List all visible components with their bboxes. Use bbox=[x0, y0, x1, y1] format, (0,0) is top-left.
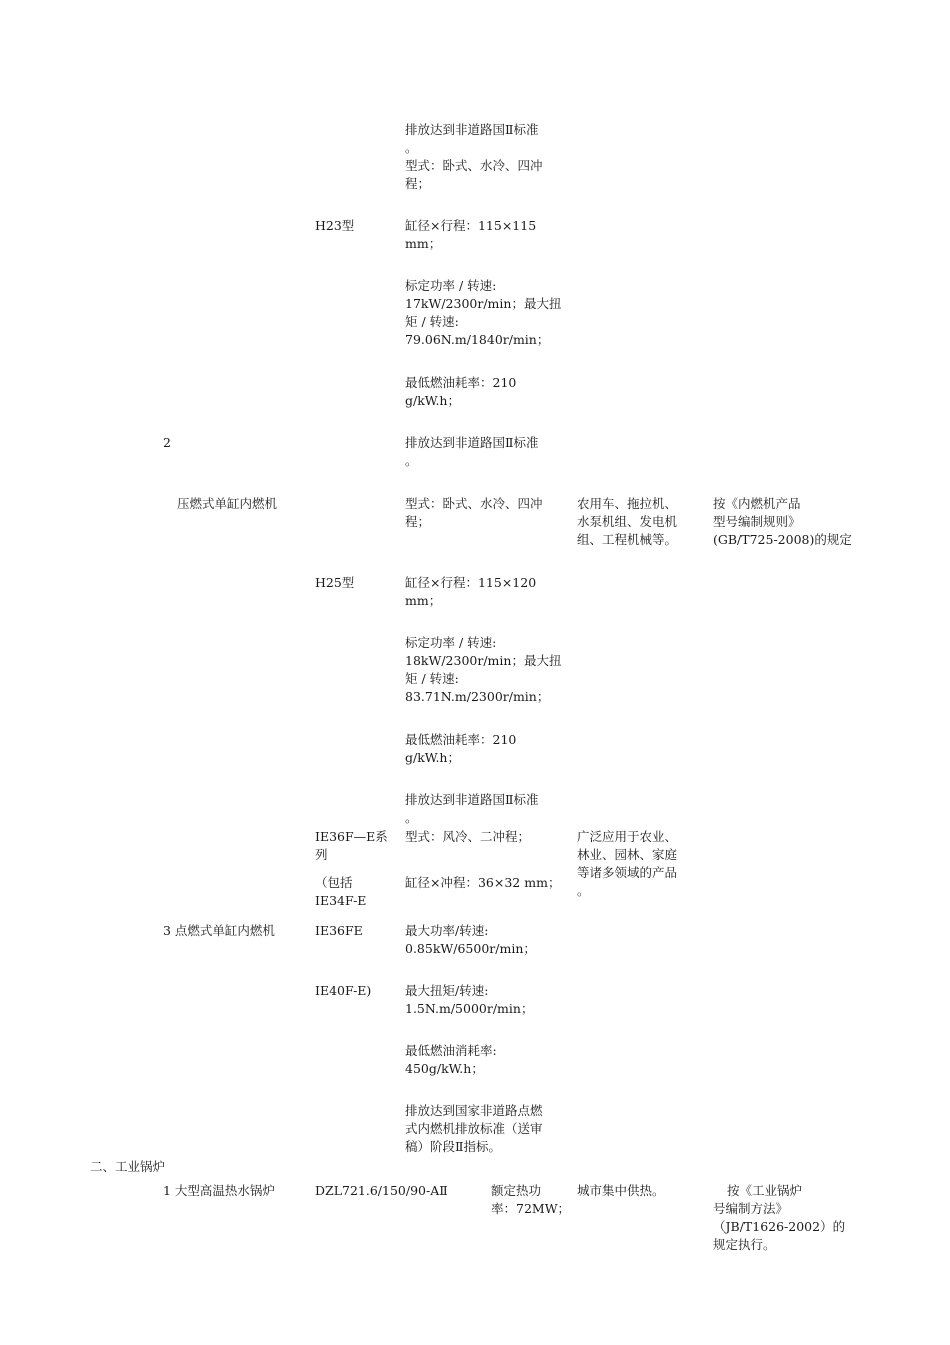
model-h25: H25型 bbox=[315, 575, 355, 590]
category-boiler: 1 大型高温热水锅炉 bbox=[163, 1183, 275, 1198]
usage-line: 广泛应用于农业、 bbox=[577, 829, 678, 844]
spec-line: 最大扭矩/转速: bbox=[405, 983, 489, 998]
spec-line: 额定热功 bbox=[491, 1183, 542, 1198]
spec-line: 最大功率/转速: bbox=[405, 923, 489, 938]
spec-line: 排放达到国家非道路点燃 bbox=[405, 1103, 543, 1118]
spec-line: 稿）阶段Ⅱ指标。 bbox=[405, 1139, 501, 1154]
model-ie36fe: IE36FE bbox=[315, 923, 363, 938]
spec-line: 排放达到非道路国Ⅱ标准 bbox=[405, 435, 539, 450]
spec-line: 。 bbox=[405, 810, 418, 825]
spec-line: 0.85kW/6500r/min； bbox=[405, 941, 536, 956]
spec-line: 。 bbox=[405, 453, 418, 468]
model-ie40f: IE40F-E) bbox=[315, 983, 372, 998]
spec-line: mm； bbox=[405, 593, 442, 608]
standard-line: (GB/T725-2008)的规定 bbox=[713, 532, 852, 547]
model-ie36f: IE36F—E系 bbox=[315, 829, 388, 844]
usage-line: 等诸多领域的产品 bbox=[577, 865, 678, 880]
spec-line: 标定功率 / 转速: bbox=[405, 278, 497, 293]
usage-line: 水泵机组、发电机 bbox=[577, 514, 678, 529]
item-number: 2 bbox=[163, 435, 171, 450]
spec-line: 排放达到非道路国Ⅱ标准 bbox=[405, 792, 539, 807]
usage-line: 林业、园林、家庭 bbox=[577, 847, 678, 862]
usage-line: 城市集中供热。 bbox=[577, 1183, 665, 1198]
spec-line: mm； bbox=[405, 236, 442, 251]
standard-line: 型号编制规则》 bbox=[713, 514, 801, 529]
category-spark: 3 点燃式单缸内燃机 bbox=[163, 923, 275, 938]
standard-line: 按《工业锅炉 bbox=[727, 1183, 803, 1198]
spec-line: 。 bbox=[405, 140, 418, 155]
category-compression: 压燃式单缸内燃机 bbox=[177, 496, 278, 511]
standard-line: 按《内燃机产品 bbox=[713, 496, 801, 511]
model-ie34f: IE34F-E bbox=[315, 893, 367, 908]
usage-line: 组、工程机械等。 bbox=[577, 532, 678, 547]
spec-line: 最低燃油消耗率: bbox=[405, 1043, 497, 1058]
spec-line: 79.06N.m/1840r/min； bbox=[405, 332, 550, 347]
spec-line: 83.71N.m/2300r/min； bbox=[405, 689, 550, 704]
standard-line: 号编制方法》 bbox=[713, 1201, 789, 1216]
spec-line: 矩 / 转速: bbox=[405, 671, 459, 686]
standard-line: （JB/T1626-2002）的 bbox=[713, 1219, 846, 1234]
spec-line: 型式：风冷、二冲程； bbox=[405, 829, 531, 844]
spec-line: 18kW/2300r/min；最大扭 bbox=[405, 653, 562, 668]
spec-line: 缸径×冲程：36×32 mm； bbox=[405, 875, 561, 890]
spec-line: 率：72MW； bbox=[491, 1201, 571, 1216]
model-ie36f: 列 bbox=[315, 847, 328, 862]
standard-line: 规定执行。 bbox=[713, 1237, 776, 1252]
usage-line: 农用车、拖拉机、 bbox=[577, 496, 678, 511]
spec-line: g/kW.h； bbox=[405, 393, 460, 408]
section-heading: 二、工业锅炉 bbox=[90, 1159, 166, 1174]
spec-line: 型式：卧式、水冷、四冲 bbox=[405, 496, 543, 511]
spec-line: 排放达到非道路国Ⅱ标准 bbox=[405, 122, 539, 137]
spec-line: 程； bbox=[405, 514, 431, 529]
spec-line: 矩 / 转速: bbox=[405, 314, 459, 329]
spec-line: 最低燃油耗率：210 bbox=[405, 375, 517, 390]
spec-line: 标定功率 / 转速: bbox=[405, 635, 497, 650]
model-dzl: DZL721.6/150/90-AⅡ bbox=[315, 1183, 448, 1198]
spec-line: 450g/kW.h； bbox=[405, 1061, 484, 1076]
spec-line: 1.5N.m/5000r/min； bbox=[405, 1001, 534, 1016]
model-ie34f: （包括 bbox=[315, 875, 353, 890]
spec-line: 缸径×行程：115×115 bbox=[405, 218, 537, 233]
spec-line: 17kW/2300r/min；最大扭 bbox=[405, 296, 562, 311]
spec-line: g/kW.h； bbox=[405, 750, 460, 765]
usage-line: 。 bbox=[577, 883, 590, 898]
spec-line: 型式：卧式、水冷、四冲 bbox=[405, 158, 543, 173]
spec-line: 程； bbox=[405, 176, 431, 191]
spec-line: 式内燃机排放标准（送审 bbox=[405, 1121, 543, 1136]
model-h23: H23型 bbox=[315, 218, 355, 233]
spec-line: 最低燃油耗率：210 bbox=[405, 732, 517, 747]
spec-line: 缸径×行程：115×120 bbox=[405, 575, 537, 590]
